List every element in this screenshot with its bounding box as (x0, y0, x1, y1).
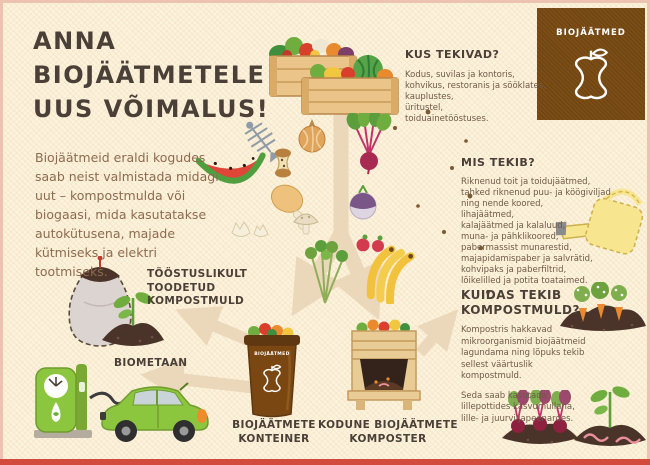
body-line: Kodus, suvilas ja kontoris, (405, 70, 515, 80)
intro-line: Biojäätmeid eraldi kogudes (35, 150, 206, 165)
onion-icon (296, 118, 328, 154)
wooden-composter-icon (346, 316, 422, 422)
intro-line: biogaasi, mida kasutatakse (35, 207, 207, 222)
biojaatmed-badge (537, 8, 645, 120)
top-edge-strip (0, 0, 650, 3)
intro-line: autokütusena, majade (35, 226, 176, 241)
section-kuidas-tekib (461, 288, 593, 425)
intro-line: tootmiseks. (35, 264, 108, 279)
label-biomethane: BIOMETAAN (114, 357, 188, 369)
turnip-icon (345, 185, 381, 223)
body-paragraph: Kompostris hakkavad mikroorganismid biojäätmeid lagundama ning lõpuks tekib sellest väärtuslik kompostmuld. (461, 325, 586, 381)
intro-line: uut – kompostmulda või (35, 188, 186, 203)
body-line: lihajäätmed, (461, 210, 515, 220)
intro-line: kütmiseks ja elektri (35, 245, 157, 260)
body-line: pabermassist munarestid, (461, 243, 572, 253)
car-icon (96, 380, 214, 448)
banana-icon (366, 244, 420, 304)
mushroom-icon (292, 210, 320, 238)
body-line: Riknenud toit ja toidujäätmed, (461, 177, 591, 187)
badge-label: BIOJÄÄTMED (556, 28, 626, 38)
section-title: MIS TEKIB? (461, 156, 536, 169)
section-title-line: KUIDAS TEKIB (461, 288, 562, 302)
body-line: kauplustes, (405, 92, 454, 102)
label-line: TÖÖSTUSLIKULT (147, 268, 248, 280)
bottom-red-strip (0, 459, 650, 465)
eggshell-icon (230, 217, 274, 241)
body-line: üritustel, (405, 103, 444, 113)
section-mis-tekib (461, 156, 611, 287)
label-line: KONTEINER (238, 432, 310, 445)
label-industrial-compost (147, 268, 247, 309)
label-line: KODUNE BIOJÄÄTMETE (318, 419, 458, 431)
body-line: majapidamispaber ja salvrätid, (461, 254, 593, 264)
title-line: BIOJÄÄTMETELE (33, 61, 266, 89)
section-title-line: KOMPOSTMULD? (461, 303, 580, 317)
apple-core-icon (270, 147, 296, 179)
apple-core-icon (563, 44, 619, 106)
section-kus-tekivad (405, 48, 546, 125)
intro-paragraph (35, 148, 219, 281)
body-paragraph: Seda saab kasutada lillepottides kasvumullana, lille- ja juurviljapeenardes. (461, 390, 575, 424)
body-line: lõikelilled ja potita toataimed. (461, 276, 588, 286)
body-line: kohvipaks ja paberfiltrid, (461, 265, 567, 275)
label-line: KOMPOSTER (349, 432, 427, 445)
fuel-pump-icon (32, 360, 96, 440)
body-line: kohvikus, restoranis ja sööklates, (405, 81, 546, 91)
body-line: toiduainetööstuses. (405, 114, 489, 124)
body-line: tahked riknenud puu- ja köögiviljad (461, 188, 611, 198)
title-line: UUS VÕIMALUS! (33, 95, 270, 123)
apple-core-icon (257, 362, 287, 396)
bin-label: BIOJÄÄTMED (254, 352, 290, 357)
produce-crates-illustration (250, 8, 402, 118)
body-line: kalajäätmed ja kalaluud, (461, 221, 566, 231)
left-edge-strip (0, 0, 3, 465)
page-title (33, 24, 269, 126)
body-line: ning nende koored, (461, 199, 544, 209)
beet-icon (346, 113, 392, 175)
title-line: ANNA (33, 27, 117, 55)
label-line: KOMPOSTMULD (147, 295, 245, 307)
section-title: KUS TEKIVAD? (405, 48, 500, 61)
body-line: muna- ja pähklikoored, (461, 232, 559, 242)
label-line: TOODETUD (147, 281, 216, 294)
intro-line: saab neist valmistada midagi (35, 169, 219, 184)
parsley-icon (300, 235, 350, 305)
label-composter (316, 419, 460, 446)
label-line: BIOJÄÄTMETE (232, 419, 316, 431)
